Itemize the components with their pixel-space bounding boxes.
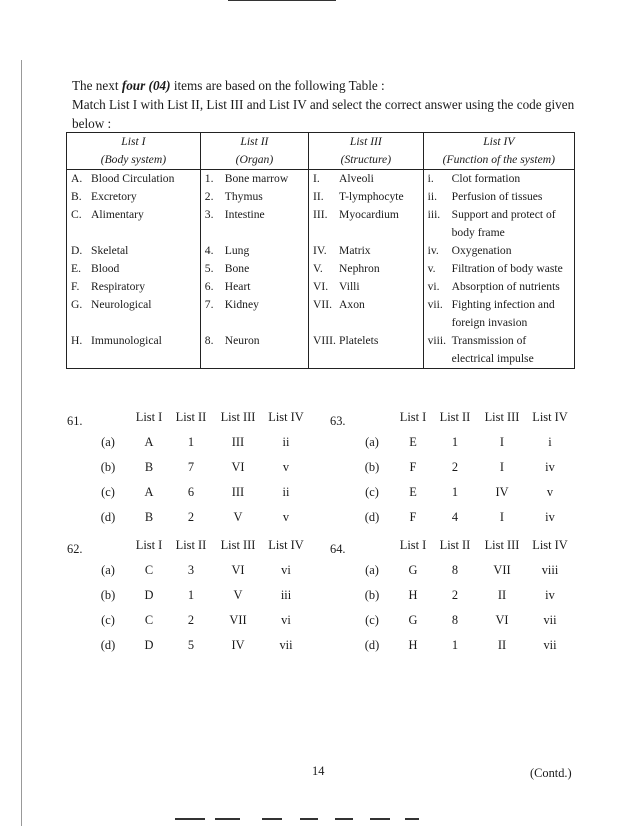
organ-text: Neuron (224, 334, 260, 347)
option-value: 1 (451, 485, 459, 499)
option-value: II (497, 588, 507, 602)
option-value: v (546, 485, 554, 499)
option-value: 1 (451, 435, 459, 449)
answer-option[interactable] (86, 583, 310, 608)
table-row (67, 170, 575, 189)
column-header: List I (399, 410, 427, 424)
option-value: F (409, 510, 417, 524)
option-value: D (144, 588, 154, 602)
structure-text: Alveoli (339, 172, 374, 185)
option-value: H (408, 638, 418, 652)
function-cell (423, 242, 574, 260)
list1-title: List I (121, 135, 146, 148)
organ-cell (200, 278, 308, 296)
option-letter: (d) (100, 638, 116, 652)
option-value: 2 (187, 510, 195, 524)
function-label: i. (427, 172, 434, 185)
option-letter: (b) (364, 460, 380, 474)
body-system-text: Skeletal (91, 244, 129, 257)
option-value: A (144, 485, 154, 499)
function-text: Perfusion of tissues (451, 190, 543, 203)
question-number: 64. (330, 542, 346, 556)
option-value: I (499, 510, 505, 524)
body-system-cell (67, 260, 201, 278)
column-header: List III (484, 538, 520, 552)
structure-cell (309, 296, 424, 332)
option-value: D (144, 638, 154, 652)
bottom-dash (300, 818, 318, 820)
function-text: Clot formation (451, 172, 521, 185)
structure-text: Nephron (339, 262, 380, 275)
body-system-label: B. (71, 190, 82, 203)
option-value: H (408, 588, 418, 602)
option-value: 5 (187, 638, 195, 652)
organ-text: Bone marrow (224, 172, 289, 185)
instructions (72, 76, 592, 133)
option-value: III (231, 435, 245, 449)
body-system-cell (67, 332, 201, 369)
function-label: ii. (427, 190, 437, 203)
bottom-dash (215, 818, 240, 820)
structure-label: III. (313, 208, 328, 221)
top-rule (228, 0, 336, 1)
option-letter: (d) (100, 510, 116, 524)
continued-label: (Contd.) (530, 766, 572, 780)
table-row (67, 260, 575, 278)
body-system-text: Blood Circulation (91, 172, 175, 185)
option-value: G (408, 613, 418, 627)
body-system-cell (67, 242, 201, 260)
body-system-text: Alimentary (91, 208, 144, 221)
question-number: 61. (67, 414, 83, 428)
column-header: List I (135, 538, 163, 552)
answer-option[interactable] (350, 505, 574, 530)
function-text: Absorption of nutrients (451, 280, 560, 293)
structure-label: VIII. (313, 334, 336, 347)
column-header: List III (484, 410, 520, 424)
answer-option[interactable] (86, 455, 310, 480)
list2-subtitle: (Organ) (200, 151, 308, 170)
function-cell (423, 206, 574, 242)
answer-option[interactable] (86, 608, 310, 633)
option-letter: (a) (101, 563, 115, 577)
body-system-text: Respiratory (91, 280, 146, 293)
option-value: 2 (451, 460, 459, 474)
structure-text: Myocardium (339, 208, 399, 221)
organ-cell (200, 206, 308, 242)
option-letter: (c) (101, 613, 115, 627)
option-value: E (409, 435, 417, 449)
structure-cell (309, 188, 424, 206)
body-system-label: F. (71, 280, 80, 293)
option-letter: (a) (365, 563, 379, 577)
column-header: List IV (268, 410, 304, 424)
function-label: vi. (427, 280, 440, 293)
function-text: Filtration of body waste (451, 262, 563, 275)
option-value: vii (543, 638, 557, 652)
option-letter: (d) (364, 638, 380, 652)
organ-label: 6. (204, 280, 214, 293)
table-row (67, 242, 575, 260)
answer-option[interactable] (86, 633, 310, 658)
option-value: 2 (187, 613, 195, 627)
option-value: VI (231, 460, 245, 474)
option-value: C (144, 563, 154, 577)
option-value: iv (545, 510, 555, 524)
body-system-text: Blood (91, 262, 120, 275)
list1-subtitle: (Body system) (67, 151, 201, 170)
option-value: III (231, 485, 245, 499)
option-value: 7 (187, 460, 195, 474)
structure-label: I. (313, 172, 320, 185)
option-value: iv (545, 460, 555, 474)
organ-text: Intestine (224, 208, 265, 221)
organ-label: 8. (204, 334, 214, 347)
option-letter: (a) (101, 435, 115, 449)
column-header: List III (220, 410, 256, 424)
option-letter: (d) (364, 510, 380, 524)
question-number: 62. (67, 542, 83, 556)
body-system-text: Neurological (91, 298, 152, 311)
structure-text: T-lymphocyte (339, 190, 404, 203)
organ-text: Kidney (224, 298, 259, 311)
bottom-dash (335, 818, 353, 820)
option-letter: (b) (100, 460, 116, 474)
bottom-dash (175, 818, 205, 820)
organ-label: 1. (204, 172, 214, 185)
option-value: II (497, 638, 507, 652)
function-label: iii. (427, 208, 441, 221)
option-value: iv (545, 588, 555, 602)
table-row (67, 206, 575, 242)
option-value: 4 (451, 510, 459, 524)
organ-label: 5. (204, 262, 214, 275)
function-cell (423, 296, 574, 332)
answer-option[interactable] (86, 558, 310, 583)
option-value: C (144, 613, 154, 627)
organ-cell (200, 188, 308, 206)
option-letter: (b) (100, 588, 116, 602)
body-system-text: Immunological (91, 334, 162, 347)
option-header-row (86, 405, 310, 430)
structure-text: Platelets (339, 334, 379, 347)
option-letter: (a) (365, 435, 379, 449)
body-system-cell (67, 206, 201, 242)
function-cell (423, 260, 574, 278)
option-value: i (548, 435, 552, 449)
answer-option[interactable] (350, 633, 574, 658)
option-value: ii (282, 435, 290, 449)
function-label: viii. (427, 334, 446, 347)
option-value: iii (280, 588, 292, 602)
organ-cell (200, 296, 308, 332)
option-letter: (b) (364, 588, 380, 602)
option-value: V (233, 510, 243, 524)
list3-title: List III (309, 133, 424, 152)
structure-label: V. (313, 262, 323, 275)
structure-label: IV. (313, 244, 327, 257)
column-header: List IV (532, 410, 568, 424)
column-header: List II (439, 538, 471, 552)
column-header: List II (439, 410, 471, 424)
option-value: vi (281, 613, 291, 627)
option-header-row (86, 533, 310, 558)
structure-cell (309, 260, 424, 278)
option-value: B (144, 510, 154, 524)
instruction-line-3: below : (72, 116, 112, 131)
option-letter: (c) (101, 485, 115, 499)
instruction-line-2: Match List I with List II, List III and List IV and select the correct answer using the code given (72, 97, 575, 112)
question-64 (350, 533, 574, 658)
organ-text: Lung (224, 244, 250, 257)
body-system-text: Excretory (91, 190, 137, 203)
answer-option[interactable] (86, 505, 310, 530)
structure-label: VI. (313, 280, 329, 293)
option-value: vii (279, 638, 293, 652)
option-value: 1 (187, 588, 195, 602)
bottom-dash (370, 818, 390, 820)
body-system-cell (67, 278, 201, 296)
question-62 (86, 533, 310, 658)
organ-cell (200, 170, 308, 189)
option-value: I (499, 435, 505, 449)
structure-cell (309, 206, 424, 242)
option-value: V (233, 588, 243, 602)
organ-text: Thymus (224, 190, 263, 203)
answer-option[interactable] (350, 583, 574, 608)
column-header: List IV (268, 538, 304, 552)
option-value: VII (229, 613, 247, 627)
option-value: VI (495, 613, 509, 627)
answer-option[interactable] (350, 480, 574, 505)
structure-cell (309, 332, 424, 369)
option-value: VI (231, 563, 245, 577)
list2-title: List II (200, 133, 308, 152)
option-value: 3 (187, 563, 195, 577)
structure-cell (309, 242, 424, 260)
organ-cell (200, 242, 308, 260)
bottom-dash (262, 818, 282, 820)
answer-option[interactable] (86, 480, 310, 505)
answer-option[interactable] (350, 558, 574, 583)
structure-cell (309, 278, 424, 296)
matching-table (66, 132, 575, 369)
option-value: 8 (451, 563, 459, 577)
option-value: ii (282, 485, 290, 499)
body-system-cell (67, 170, 201, 189)
option-letter: (c) (365, 485, 379, 499)
option-value: G (408, 563, 418, 577)
body-system-label: D. (71, 244, 83, 257)
column-header: List II (175, 410, 207, 424)
function-text: Fighting infection and foreign invasion (451, 298, 555, 329)
organ-label: 2. (204, 190, 214, 203)
option-value: 8 (451, 613, 459, 627)
column-header: List IV (532, 538, 568, 552)
option-header-row (350, 405, 574, 430)
organ-cell (200, 332, 308, 369)
question-63 (350, 405, 574, 530)
function-label: iv. (427, 244, 439, 257)
option-value: E (409, 485, 417, 499)
body-system-label: G. (71, 298, 83, 311)
question-61 (86, 405, 310, 530)
body-system-cell (67, 296, 201, 332)
option-value: I (499, 460, 505, 474)
structure-text: Matrix (339, 244, 371, 257)
option-letter: (c) (365, 613, 379, 627)
table-row (67, 188, 575, 206)
function-label: v. (427, 262, 436, 275)
organ-label: 4. (204, 244, 214, 257)
column-header: List I (135, 410, 163, 424)
function-text: Support and protect of body frame (451, 208, 556, 239)
body-system-label: C. (71, 208, 82, 221)
answer-option[interactable] (350, 608, 574, 633)
option-value: 1 (451, 638, 459, 652)
list3-subtitle: (Structure) (309, 151, 424, 170)
organ-label: 7. (204, 298, 214, 311)
function-label: vii. (427, 298, 443, 311)
option-value: v (282, 510, 290, 524)
option-value: vi (281, 563, 291, 577)
body-system-label: H. (71, 334, 83, 347)
structure-text: Axon (339, 298, 365, 311)
body-system-label: E. (71, 262, 81, 275)
structure-cell (309, 170, 424, 189)
column-header: List I (399, 538, 427, 552)
column-header: List III (220, 538, 256, 552)
option-value: F (409, 460, 417, 474)
column-header: List II (175, 538, 207, 552)
function-cell (423, 170, 574, 189)
table-row (67, 332, 575, 369)
function-cell (423, 332, 574, 369)
function-cell (423, 278, 574, 296)
organ-text: Heart (224, 280, 251, 293)
table-row (67, 278, 575, 296)
organ-label: 3. (204, 208, 214, 221)
list4-title: List IV (423, 133, 574, 152)
body-system-cell (67, 188, 201, 206)
page-number: 14 (312, 764, 325, 778)
option-value: IV (231, 638, 245, 652)
bottom-dash (405, 818, 419, 820)
option-header-row (350, 533, 574, 558)
table-row (67, 296, 575, 332)
option-value: 1 (187, 435, 195, 449)
function-cell (423, 188, 574, 206)
structure-text: Villi (339, 280, 360, 293)
organ-text: Bone (224, 262, 250, 275)
body-system-label: A. (71, 172, 83, 185)
option-value: IV (495, 485, 509, 499)
structure-label: VII. (313, 298, 333, 311)
option-value: B (144, 460, 154, 474)
answer-option[interactable] (350, 455, 574, 480)
left-margin-line (21, 60, 22, 826)
list4-subtitle: (Function of the system) (423, 151, 574, 170)
option-value: v (282, 460, 290, 474)
item-count: four (04) (121, 78, 171, 93)
option-value: viii (541, 563, 559, 577)
answer-option[interactable] (350, 430, 574, 455)
option-value: 2 (451, 588, 459, 602)
instruction-line-1: The next four (04) items are based on the following Table : (72, 78, 385, 93)
option-value: VII (493, 563, 511, 577)
structure-label: II. (313, 190, 324, 203)
option-value: vii (543, 613, 557, 627)
question-number: 63. (330, 414, 346, 428)
function-text: Oxygenation (451, 244, 512, 257)
function-text: Transmission of electrical impulse (451, 334, 534, 365)
option-value: 6 (187, 485, 195, 499)
option-value: A (144, 435, 154, 449)
answer-option[interactable] (86, 430, 310, 455)
organ-cell (200, 260, 308, 278)
